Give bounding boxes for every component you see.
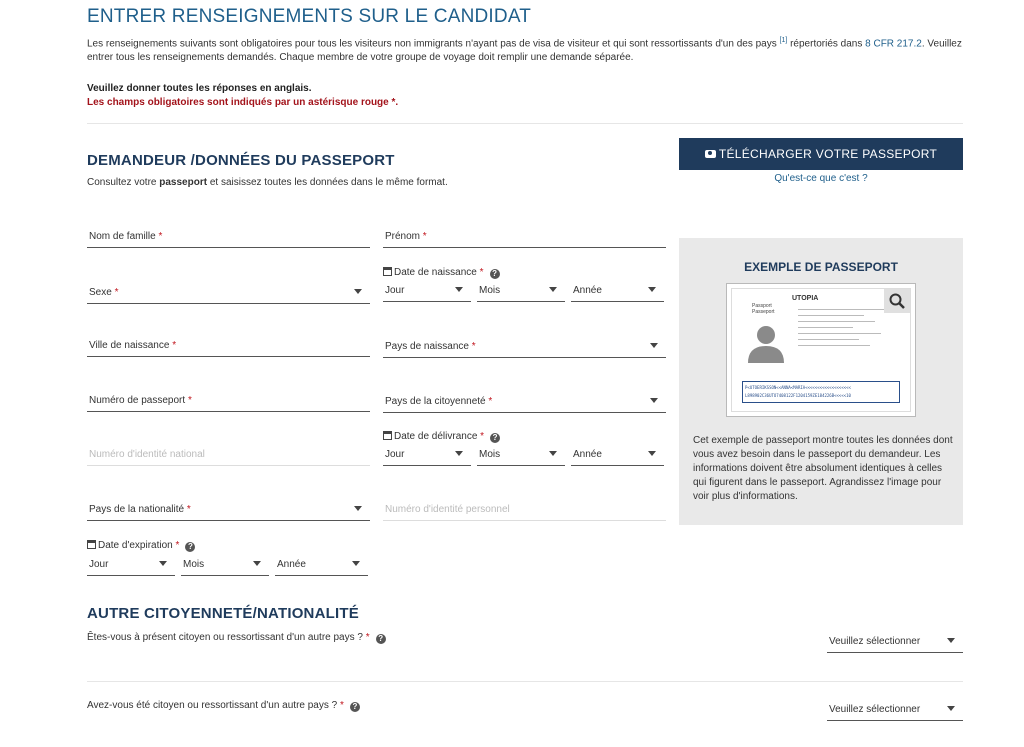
last-name-field[interactable]: [87, 226, 370, 248]
expiry-date-text: Date d'expiration: [98, 540, 173, 551]
required-asterisk: *: [422, 231, 427, 242]
what-is-this-link[interactable]: Qu'est-ce que c'est ?: [774, 173, 868, 184]
upload-label: TÉLÉCHARGER VOTRE PASSEPORT: [718, 147, 938, 161]
chevron-down-icon: [947, 638, 955, 643]
expiry-date-label: [87, 540, 195, 552]
section-title-other-citizenship: AUTRE CITOYENNETÉ/NATIONALITÉ: [87, 605, 359, 622]
passport-mrz: [742, 381, 900, 403]
sex-label: Sexe: [89, 287, 112, 298]
issue-date-label: [383, 431, 500, 443]
issue-date-text: Date de délivrance: [394, 431, 478, 442]
chevron-down-icon: [650, 398, 658, 403]
issue-year-select[interactable]: [571, 444, 664, 466]
chevron-down-icon: [253, 561, 261, 566]
mrz-line-2: L898902C36UTO7408122F1204159ZE184226B<<<<<10: [745, 393, 851, 398]
first-name-label: Prénom: [385, 231, 421, 242]
birth-country-select[interactable]: [383, 336, 666, 358]
expiry-year-select[interactable]: [275, 554, 368, 576]
passport-data-lines: [798, 309, 908, 351]
day-label: Jour: [89, 559, 109, 570]
birth-city-label: Ville de naissance: [89, 340, 170, 351]
english-note: Veuillez donner toutes les réponses en anglais.: [87, 83, 312, 94]
past-citizen-select[interactable]: [827, 699, 963, 721]
intro-text: [87, 34, 967, 65]
select-placeholder: Veuillez sélectionner: [829, 636, 921, 647]
national-id-field[interactable]: [87, 444, 370, 466]
year-label: Année: [277, 559, 306, 570]
birth-country-label: Pays de naissance: [385, 341, 469, 352]
section-title-passport: DEMANDEUR /DONNÉES DU PASSEPORT: [87, 152, 395, 169]
personal-id-field[interactable]: [383, 499, 666, 521]
day-label: Jour: [385, 449, 405, 460]
sub-part1: Consultez votre: [87, 177, 157, 188]
divider: [87, 681, 963, 682]
divider: [87, 123, 963, 124]
select-placeholder: Veuillez sélectionner: [829, 704, 921, 715]
year-label: Année: [573, 285, 602, 296]
required-asterisk: *: [479, 267, 484, 278]
required-asterisk: *: [365, 632, 370, 643]
camera-icon: [705, 150, 716, 158]
current-citizen-select[interactable]: [827, 631, 963, 653]
chevron-down-icon: [354, 289, 362, 294]
last-name-label: Nom de famille: [89, 231, 156, 242]
person-silhouette-icon: [738, 319, 794, 365]
required-note: Les champs obligatoires sont indiqués par un astérisque rouge *.: [87, 97, 399, 108]
zoom-button[interactable]: [884, 289, 910, 313]
required-asterisk: *: [187, 395, 192, 406]
birth-date-label: [383, 267, 500, 279]
required-asterisk: *: [175, 540, 180, 551]
required-asterisk: *: [172, 340, 177, 351]
question-past-citizen: [87, 700, 360, 712]
passport-doc-label-en: Passport: [752, 303, 772, 309]
chevron-down-icon: [455, 287, 463, 292]
intro-part3: . Veuillez entrer tous les renseignements demandés. Chaque membre de votre groupe de voyage doit remplir une demande séparée.: [87, 38, 962, 64]
passport-number-label: Numéro de passeport: [89, 395, 186, 406]
passport-number-field[interactable]: [87, 390, 370, 412]
required-asterisk: *: [488, 396, 493, 407]
expiry-day-select[interactable]: [87, 554, 175, 576]
help-icon[interactable]: ?: [376, 634, 386, 644]
chevron-down-icon: [947, 706, 955, 711]
mrz-line-1: P<UTOERIKSSON<<ANNA<MARIA<<<<<<<<<<<<<<<<<<<: [745, 385, 851, 390]
sex-select[interactable]: [87, 282, 370, 304]
birth-day-select[interactable]: [383, 280, 471, 302]
chevron-down-icon: [352, 561, 360, 566]
calendar-icon: [383, 267, 392, 276]
chevron-down-icon: [650, 343, 658, 348]
birth-city-field[interactable]: [87, 335, 370, 357]
national-id-placeholder: Numéro d'identité national: [89, 449, 205, 460]
month-label: Mois: [183, 559, 205, 570]
example-passport-panel: [679, 238, 963, 525]
section-subtitle: [87, 177, 448, 188]
calendar-icon: [383, 431, 392, 440]
chevron-down-icon: [549, 287, 557, 292]
sub-bold: passeport: [159, 177, 208, 188]
required-asterisk: *: [114, 287, 119, 298]
magnifier-icon: [884, 289, 910, 313]
calendar-icon: [87, 540, 96, 549]
chevron-down-icon: [455, 451, 463, 456]
required-asterisk: *: [471, 341, 476, 352]
help-icon[interactable]: ?: [185, 542, 195, 552]
first-name-field[interactable]: [383, 226, 666, 248]
question-past-citizen-text: Avez-vous été citoyen ou ressortissant d'un autre pays ?: [87, 700, 338, 711]
chevron-down-icon: [648, 287, 656, 292]
birth-year-select[interactable]: [571, 280, 664, 302]
cfr-link[interactable]: 8 CFR 217.2: [865, 38, 922, 50]
passport-doc-label-fr: Passeport: [752, 309, 775, 315]
example-passport-title: EXEMPLE DE PASSEPORT: [744, 260, 898, 274]
month-label: Mois: [479, 449, 501, 460]
chevron-down-icon: [549, 451, 557, 456]
month-label: Mois: [479, 285, 501, 296]
day-label: Jour: [385, 285, 405, 296]
required-asterisk: *: [480, 431, 485, 442]
help-icon[interactable]: ?: [490, 269, 500, 279]
chevron-down-icon: [159, 561, 167, 566]
nationality-country-label: Pays de la nationalité: [89, 504, 185, 515]
intro-part2: répertoriés dans: [790, 38, 863, 50]
expiry-month-select[interactable]: [181, 554, 269, 576]
example-passport-description: Cet exemple de passeport montre toutes les données dont vous avez besoin dans le passeport du demandeur. Les informations doivent être absolument identiques à celles qui figurent dans le passeport. Agrandissez l'image pour voir plus d'informations.: [693, 435, 953, 502]
upload-passport-button[interactable]: [679, 138, 963, 170]
help-icon[interactable]: ?: [490, 433, 500, 443]
question-current-citizen: [87, 632, 386, 644]
required-asterisk: *: [339, 700, 344, 711]
citizenship-country-label: Pays de la citoyenneté: [385, 396, 486, 407]
birth-month-select[interactable]: [477, 280, 565, 302]
help-icon[interactable]: ?: [350, 702, 360, 712]
example-passport-image[interactable]: [726, 283, 916, 417]
passport-doc-label: [752, 303, 775, 315]
year-label: Année: [573, 449, 602, 460]
required-asterisk: *: [186, 504, 191, 515]
citizenship-country-select[interactable]: [383, 391, 666, 413]
issue-month-select[interactable]: [477, 444, 565, 466]
personal-id-placeholder: Numéro d'identité personnel: [385, 504, 510, 515]
chevron-down-icon: [354, 506, 362, 511]
page-title: ENTRER RENSEIGNEMENTS SUR LE CANDIDAT: [87, 6, 532, 27]
birth-date-text: Date de naissance: [394, 267, 477, 278]
issue-day-select[interactable]: [383, 444, 471, 466]
question-current-citizen-text: Êtes-vous à présent citoyen ou ressortissant d'un autre pays ?: [87, 632, 363, 643]
footnote-link[interactable]: [1]: [779, 37, 788, 44]
intro-part1: Les renseignements suivants sont obligatoires pour tous les visiteurs non immigrants n'ayant pas de visa de visiteur et qui sont ressortissants d'un des pays: [87, 38, 777, 50]
nationality-country-select[interactable]: [87, 499, 370, 521]
chevron-down-icon: [648, 451, 656, 456]
passport-country: UTOPIA: [792, 295, 819, 302]
sub-part2: et saisissez toutes les données dans le même format.: [209, 177, 448, 188]
required-asterisk: *: [158, 231, 163, 242]
